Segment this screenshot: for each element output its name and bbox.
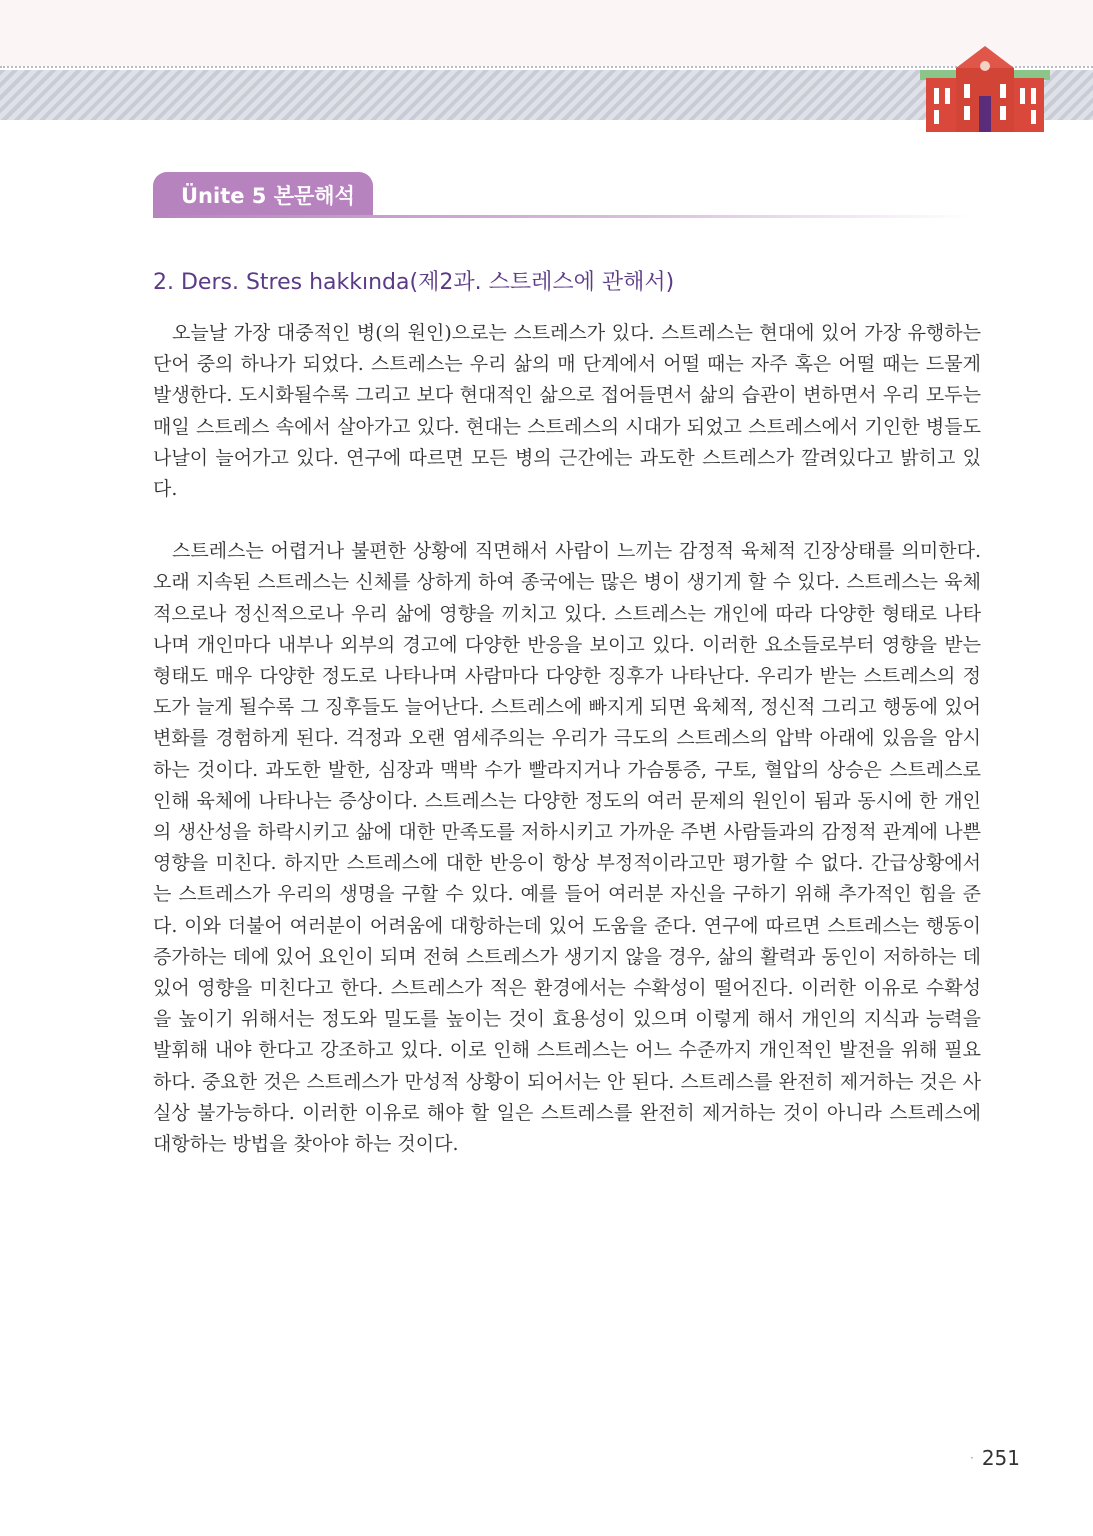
body-text [153, 318, 981, 1160]
page-number-dot: · [970, 1451, 974, 1465]
unit-tab: Ünite 5 본문해석 [153, 172, 373, 218]
page-number [970, 1444, 1030, 1472]
red-brick-building-icon [920, 44, 1050, 132]
unit-underline [153, 215, 973, 218]
paragraph-2: 스트레스는 어렵거나 불편한 상황에 직면해서 사람이 느끼는 감정적 육체적 긴장상태를 의미한다. 오래 지속된 스트레스는 신체를 상하게 하여 종국에는 많은 병이 생기게 할 수 있다. 스트레스는 육체적으로나 정신적으로나 우리 삶에 영향을 끼치고 있다. 스트레스는 개인에 따라 다양한 형태로 나타나며 개인마다 내부나 외부의 경고에 다양한 반응을 보이고 있다. 이러한 요소들로부터 영향을 받는 형태도 매우 다양한 정도로 나타나며 사람마다 다양한 징후가 나타난다. 우리가 받는 스트레스의 정도가 늘게 될수록 그 징후들도 늘어난다. 스트레스에 빠지게 되면 육체적, 정신적 그리고 행동에 있어 변화를 경험하게 된다. 걱정과 오랜 염세주의는 우리가 극도의 스트레스의 압박 아래에 있음을 암시하는 것이다. 과도한 발한, 심장과 맥박 수가 빨라지거나 가슴통증, 구토, 혈압의 상승은 스트레스로 인해 육체에 나타나는 증상이다. 스트레스는 다양한 정도의 여러 문제의 원인이 됨과 동시에 한 개인의 생산성을 하락시키고 삶에 대한 만족도를 저하시키고 가까운 주변 사람들과의 감정적 관계에 나쁜 영향을 미친다. 하지만 스트레스에 대한 반응이 항상 부정적이라고만 평가할 수 없다. 간급상황에서는 스트레스가 우리의 생명을 구할 수 있다. 예를 들어 여러분 자신을 구하기 위해 추가적인 힘을 준다. 이와 더불어 여러분이 어려움에 대항하는데 있어 도움을 준다. 연구에 따르면 스트레스는 행동이 증가하는 데에 있어 요인이 되며 전혀 스트레스가 생기지 않을 경우, 삶의 활력과 동인이 저하하는 데 있어 영향을 미친다고 한다. 스트레스가 적은 환경에서는 수확성이 떨어진다. 이러한 이유로 수확성을 높이기 위해서는 정도와 밀도를 높이는 것이 효용성이 있으며 이렇게 해서 개인의 지식과 능력을 발휘해 내야 한다고 강조하고 있다. 이로 인해 스트레스는 어느 수준까지 개인적인 발전을 위해 필요하다. 중요한 것은 스트레스가 만성적 상황이 되어서는 안 된다. 스트레스를 완전히 제거하는 것은 사실상 불가능하다. 이러한 이유로 해야 할 일은 스트레스를 완전히 제거하는 것이 아니라 스트레스에 대항하는 방법을 찾아야 하는 것이다. [153, 540, 981, 1156]
section-title: 2. Ders. Stres hakkında(제2과. 스트레스에 관해서) [153, 270, 675, 295]
page-number-value: 251 [981, 1446, 1021, 1470]
paragraph-1: 오늘날 가장 대중적인 병(의 원인)으로는 스트레스가 있다. 스트레스는 현대에 있어 가장 유행하는 단어 중의 하나가 되었다. 스트레스는 우리 삶의 매 단계에서 어떨 때는 자주 혹은 어떨 때는 드물게 발생한다. 도시화될수록 그리고 보다 현대적인 삶으로 접어들면서 삶의 습관이 변하면서 우리 모두는 매일 스트레스 속에서 살아가고 있다. 현대는 스트레스의 시대가 되었고 스트레스에서 기인한 병들도 나날이 늘어가고 있다. 연구에 따르면 모든 병의 근간에는 과도한 스트레스가 깔려있다고 밝히고 있다. [153, 322, 981, 501]
